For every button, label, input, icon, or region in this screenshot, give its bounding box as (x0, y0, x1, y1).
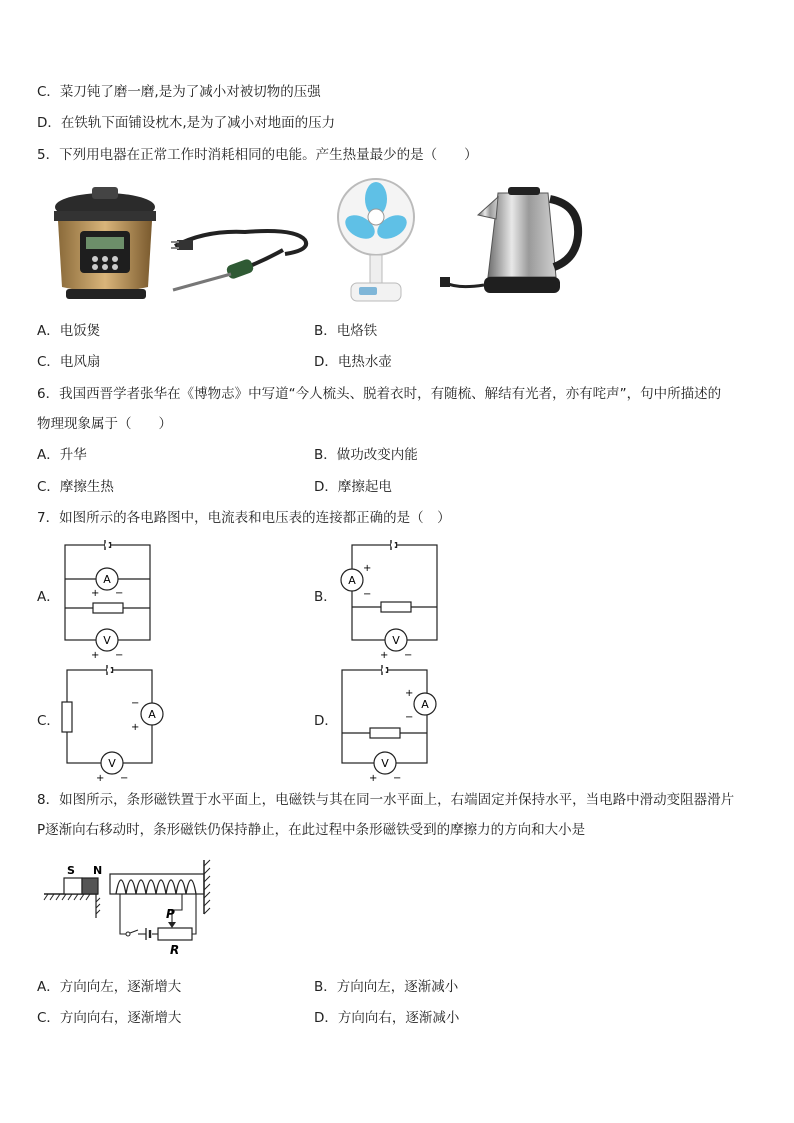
q8-stem-line2: P逐渐向右移动时，条形磁铁仍保持静止，在此过程中条形磁铁受到的摩擦力的方向和大小是 (37, 822, 586, 838)
voltmeter-d-plus: + (369, 773, 378, 784)
label-n: N (93, 864, 103, 877)
ammeter-d-symbol: A (421, 698, 429, 711)
label-p: P (166, 907, 175, 921)
q5-option-c: C．电风扇 (37, 354, 101, 370)
circuit-c-diagram (55, 660, 170, 785)
voltmeter-a-minus: − (115, 650, 124, 660)
q6-option-a: A．升华 (37, 447, 87, 463)
q8-electromagnet-diagram (42, 858, 212, 958)
ammeter-a-plus: + (91, 588, 100, 599)
q7-label-d: D． (314, 713, 338, 729)
ammeter-b-plus: + (363, 563, 372, 574)
ammeter-b-symbol: A (348, 574, 356, 587)
q6-stem-line1: 6．我国西晋学者张华在《博物志》中写道“今人梳头、脱着衣时，有随梳、解结有光者，亦有咤声”，句中所描述的 (37, 386, 722, 402)
voltmeter-b-symbol: V (392, 634, 400, 647)
voltmeter-a-symbol: V (103, 634, 111, 647)
ammeter-c-minus: − (131, 698, 140, 709)
q6-option-d: D．摩擦起电 (314, 479, 392, 495)
voltmeter-c-symbol: V (108, 757, 116, 770)
voltmeter-d-minus: − (393, 773, 402, 784)
ammeter-a-symbol: A (103, 573, 111, 586)
voltmeter-b-plus: + (380, 650, 389, 660)
ammeter-a-minus: − (115, 588, 124, 599)
voltmeter-b-minus: − (404, 650, 413, 660)
circuit-d-diagram (333, 660, 448, 785)
label-s: S (67, 864, 75, 877)
voltmeter-d-symbol: V (381, 757, 389, 770)
q4-option-d: D．在铁轨下面铺设枕木,是为了减小对地面的压力 (37, 115, 336, 131)
q8-option-d: D．方向向右，逐渐减小 (314, 1010, 460, 1026)
q7-label-c: C． (37, 713, 60, 729)
q7-label-a: A． (37, 589, 60, 605)
rice-cooker-icon (50, 185, 160, 305)
ammeter-b-minus: − (363, 589, 372, 600)
voltmeter-c-minus: − (120, 773, 129, 784)
q5-option-a: A．电饭煲 (37, 323, 101, 339)
q5-option-d: D．电热水壶 (314, 354, 392, 370)
q8-stem-line1: 8．如图所示，条形磁铁置于水平面上，电磁铁与其在同一水平面上，右端固定并保持水平，当电路中滑动变阻器滑片 (37, 792, 735, 808)
ammeter-d-plus: + (405, 688, 414, 699)
q7-label-b: B． (314, 589, 337, 605)
voltmeter-c-plus: + (96, 773, 105, 784)
electric-fan-icon (333, 177, 419, 305)
q6-option-c: C．摩擦生热 (37, 479, 114, 495)
q8-option-b: B．方向向左，逐渐减小 (314, 979, 459, 995)
q4-option-c: C．菜刀钝了磨一磨,是为了减小对被切物的压强 (37, 84, 321, 100)
q8-option-c: C．方向向右，逐渐增大 (37, 1010, 182, 1026)
ammeter-d-minus: − (405, 712, 414, 723)
q6-stem-line2: 物理现象属于（ ） (37, 416, 172, 432)
electric-kettle-icon (438, 185, 586, 303)
q5-stem: 5．下列用电器在正常工作时消耗相同的电能。产生热量最少的是（ ） (37, 147, 478, 163)
q5-option-b: B．电烙铁 (314, 323, 378, 339)
label-r: R (170, 943, 180, 957)
q7-stem: 7．如图所示的各电路图中，电流表和电压表的连接都正确的是（ ） (37, 510, 451, 526)
q8-option-a: A．方向向左，逐渐增大 (37, 979, 182, 995)
ammeter-c-symbol: A (148, 708, 156, 721)
q6-option-b: B．做功改变内能 (314, 447, 418, 463)
voltmeter-a-plus: + (91, 650, 100, 660)
soldering-iron-icon (165, 210, 315, 295)
circuit-a-diagram (55, 535, 165, 660)
circuit-b-diagram (335, 535, 445, 660)
ammeter-c-plus: + (131, 722, 140, 733)
